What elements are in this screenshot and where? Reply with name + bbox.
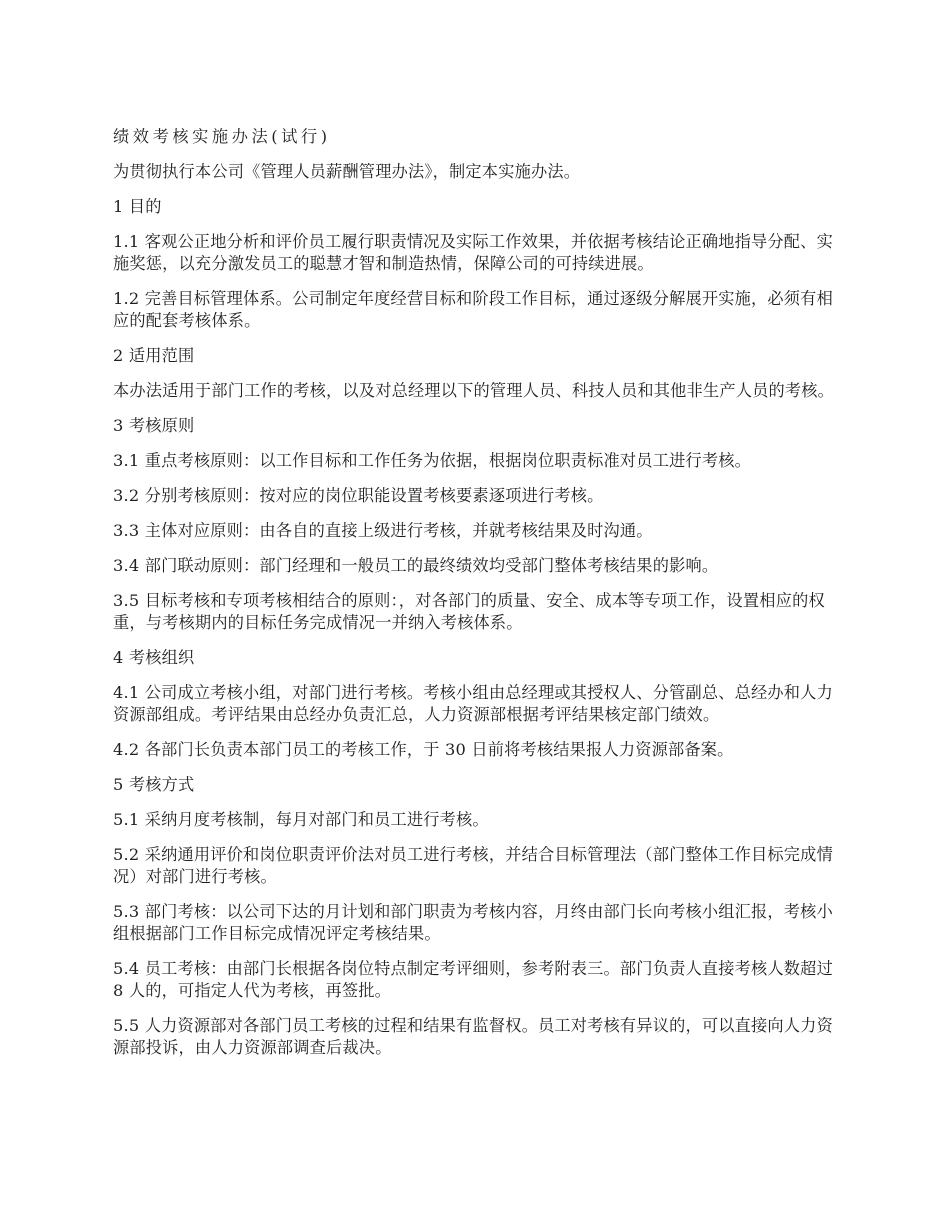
clause-5-1: 5.1 采纳月度考核制，每月对部门和员工进行考核。 [113, 810, 489, 829]
clause-4-1: 4.1 公司成立考核小组，对部门进行考核。考核小组由总经理或其授权人、分管副总、总经办和人力资源部组成。考评结果由总经办负责汇总，人力资源部根据考评结果核定部门绩效。 [113, 683, 833, 724]
section-heading-purpose: 1 目的 [113, 197, 162, 216]
section-heading-organization: 4 考核组织 [113, 648, 195, 667]
section-heading-scope: 2 适用范围 [113, 346, 195, 365]
clause-3-4: 3.4 部门联动原则：部门经理和一般员工的最终绩效均受部门整体考核结果的影响。 [113, 556, 719, 575]
clause-5-5: 5.5 人力资源部对各部门员工考核的过程和结果有监督权。员工对考核有异议的，可以直接向人力资源部投诉，由人力资源部调查后裁决。 [113, 1016, 833, 1057]
document-title: 绩效考核实施办法(试行) [113, 127, 331, 146]
scope-paragraph: 本办法适用于部门工作的考核，以及对总经理以下的管理人员、科技人员和其他非生产人员的考核。 [113, 381, 835, 400]
section-heading-method: 5 考核方式 [113, 775, 195, 794]
clause-5-4: 5.4 员工考核：由部门长根据各岗位特点制定考评细则，参考附表三。部门负责人直接考核人数超过 8 人的，可指定人代为考核，再签批。 [113, 959, 833, 1000]
clause-3-3: 3.3 主体对应原则：由各自的直接上级进行考核，并就考核结果及时沟通。 [113, 521, 653, 540]
clause-3-1: 3.1 重点考核原则：以工作目标和工作任务为依据，根据岗位职责标准对员工进行考核。 [113, 451, 752, 470]
clause-1-1: 1.1 客观公正地分析和评价员工履行职责情况及实际工作效果，并依据考核结论正确地指导分配、实施奖惩，以充分激发员工的聪慧才智和制造热情，保障公司的可持续进展。 [113, 232, 833, 273]
clause-5-3: 5.3 部门考核：以公司下达的月计划和部门职责为考核内容，月终由部门长向考核小组汇报，考核小组根据部门工作目标完成情况评定考核结果。 [113, 902, 833, 943]
clause-3-2: 3.2 分别考核原则：按对应的岗位职能设置考核要素逐项进行考核。 [113, 486, 604, 505]
clause-5-2: 5.2 采纳通用评价和岗位职责评价法对员工进行考核，并结合目标管理法（部门整体工作目标完成情况）对部门进行考核。 [113, 845, 833, 886]
intro-paragraph: 为贯彻执行本公司《管理人员薪酬管理办法》，制定本实施办法。 [113, 162, 581, 181]
clause-1-2: 1.2 完善目标管理体系。公司制定年度经营目标和阶段工作目标，通过逐级分解展开实施，必须有相应的配套考核体系。 [113, 289, 833, 330]
document-page [113, 126, 843, 1072]
clause-3-5: 3.5 目标考核和专项考核相结合的原则：，对各部门的质量、安全、成本等专项工作，设置相应的权重，与考核期内的目标任务完成情况一并纳入考核体系。 [113, 591, 825, 632]
section-heading-principles: 3 考核原则 [113, 416, 195, 435]
clause-4-2: 4.2 各部门长负责本部门员工的考核工作，于 30 日前将考核结果报人力资源部备案。 [113, 740, 734, 759]
